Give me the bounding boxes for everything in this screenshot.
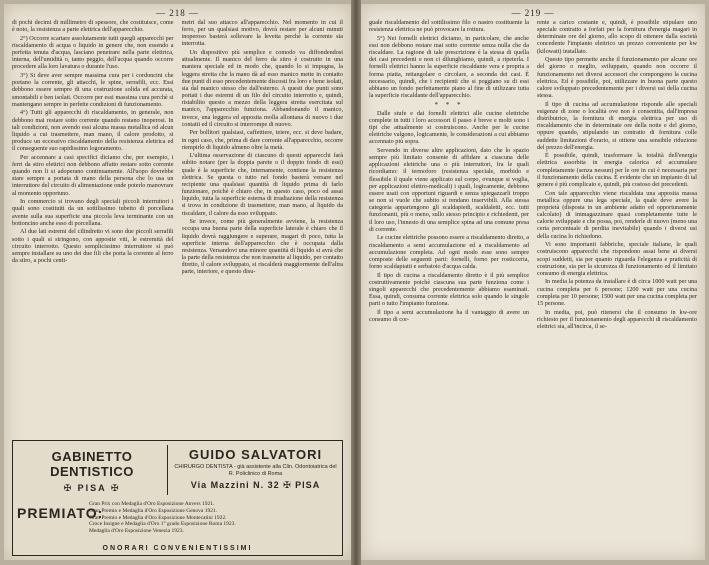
paragraph: Il tipo a semi accumulazione ha il vantaggio di avere un consumo di cor- [369, 308, 529, 324]
paragraph: di pochi decimi di millimetro di spessore, che costituisce, come è noto, la resistenza a parte elettrica dell'apparecchio. [12, 19, 174, 34]
left-page [4, 4, 351, 560]
paragraph: 4°) Tutti gli apparecchi di riscaldamento, in generale, non debbono mai restare sotto corrente quando restano inoperosi. In tali condizioni, non avendo essi alcuna massa metallica od alcun liquido a cui trasmettere, man mano, il calore prodotto, si produce un eccessivo riscaldamento della resistenza elettrica ed il conseguente suo rapidissimo logoramento. [12, 109, 174, 153]
section-separator: * * * [434, 100, 464, 109]
paragraph: guale riscaldamento del sottilissimo filo o nastro costituente la resistenza elettrica ne può provocare la rottura. [369, 19, 529, 34]
paragraph: In media, poi, può ritenersi che il consumo in kw-ore richiesto per il funzionamento degli apparecchi di riscaldamento elettrici sia, all'incirca, il se- [537, 308, 697, 330]
paragraph: rente a carico costante e, quindi, è possibile stipulare uno speciale contratto a forfait per la fornitura d'energia magari in determinate ore del giorno, allo scopo di ottenere dalla società concedente l'impianto elettrico un prezzo conveniente per kw (kilowatt) installato. [537, 19, 697, 55]
paragraph: 5°) Nei fornelli elettrici diciamo, in particolare, che anche essi non debbono restare mai sotto corrente senza nulla che da riscaldare. La ragione di tale prescrizione è la stessa di quella dei casi precedenti e non ci dilunghiamo, quindi, a ripeterla. I fornelli elettrici hanno la superficie riscaldante vera e propria a forma piatta, rettangolare o circolare, a seconda dei casi. È necessario, quindi, che i recipienti che si poggiano su di essi abbiano un fondo perfettamente piano al fine di utilizzare tutta la superficie riscaldante dell'apparecchio. [369, 34, 529, 100]
paragraph: In commercio si trovano degli speciali piccoli interruttori i quali sono costituiti da un sottilissimo tubetto di porcellana avente sulla sua superficie una piccola leva terminante con un bottoncino anche esso di porcellana. [12, 198, 174, 227]
paragraph: Le cucine elettriche possono essere a riscaldamento diretto, a riscaldamento a semi accumulazione ed a riscaldamento ad accumulazione completa. Ad ogni modo esse sono sempre composte delle seguenti parti: fornelli, forno per rosticceria, forno scaldapiatti e serbatoio d'acqua calda. [369, 234, 529, 270]
paragraph: metri dal suo attacco all'apparecchio. Nel momento in cui il ferro, per un qualsiasi motivo, dovrà restare per alcuni minuti inoperoso basterà sollevare la levetta perchè la corrente sia interrotta. [181, 19, 343, 48]
paragraph: Per accennare a casi specifici diciamo che, per esempio, i ferri da stiro elettrici non debbono affatto restare sotto corrente quando non li si adoperano continuamente. All'uopo dovrebbe stare sempre a portata di mano della persona che lo usa un interruttore del circuito di alimentazione onde poterlo manovrare al momento opportuno. [12, 153, 174, 197]
right-column-1 [369, 19, 529, 549]
paragraph: Se invece, come più generalmente avviene, la resistenza occupa una buona parte della superficie laterale è chiaro che il liquido dovrà raggiungere e superare, magari di poco, tutta la superficie interna dell'apparecchio che è occupata dalla resistenza. Versandovi una minore quantità di liquido si avrà che la parte della resistenza che non trasmette al liquido, per contatto diretto, il calore sviluppato, si riscalderà maggiormente dell'altra parte, interiore, e questo disu- [181, 218, 343, 276]
paragraph: 3°) Si deve aver sempre massima cura per i cordoncini che portano la corrente, gli attacchi, le spine, serrafili, ecc. Essi debbono essere sempre di una costruzione solida ed accurata, smontabili e ben isolati. Occorre per essi massima cura perchè si mantengano sempre in perfette condizioni di funzionamento. [12, 72, 174, 108]
page-number-left: — 218 — [156, 8, 199, 18]
paragraph: Questo tipo permette anche il funzionamento per alcune ore del giorno o meglio, sviluppato, quando non occorre il funzionamento nei diversi accessori che compongono la cucina elettrica. Ed è possibile, poi, utilizzare in buona parte questo calore sviluppato precedentemente per i diversi usi della cucina stessa. [537, 56, 697, 100]
right-column-1-bottom [369, 110, 529, 324]
right-columns [369, 19, 697, 549]
paragraph: Un dispositivo più semplice e comodo va diffondendosi attualmente. Il manico del ferro da stiro è costruito in una maniera speciale ed in modo che, quando lo si impugna, la leggera stretta che la mano dà ad esso manico mette in contatto due punti di esso precedentemente discosti fra loro e bene isolati, sia dal manico stesso che dall'esterno. A questi due punti sono portati i due estremi di un filo del circuito interrotto e, quindi, ristabilito questo a mezzo della leggera stretta esercitata sul manico, l'apparecchio funziona. Abbandonando il manico, invece, una leggera ed apposita molla allontana di nuovo i due contatti ed il circuito si interrompe di nuovo. [181, 49, 343, 128]
paragraph: Al due lati estremi del cilindretto vi sono due piccoli serrafili sotto i quali si stringono, con apposite viti, le estremità del circuito interrotto. Questo semplicissimo interruttore si può sempre installare su uno dei due fili che porta la corrente al ferro da stiro, a pochi centi- [12, 228, 174, 264]
ad-city: ✠ PISA ✠ [63, 483, 121, 493]
left-column-1 [12, 19, 174, 437]
paragraph: Per bollitori qualsiasi, caffettiere, teiere, ecc. si deve badare, in ogni caso, che, prima di dare corrente all'apparecchio, occorre riempirlo di liquido almeno oltre la metà. [181, 129, 343, 151]
ad-dentist-subtitle: CHIRURGO DENTISTA - già assistente alla Clin. Odontoiatrica del R. Policlinico di Roma [174, 464, 337, 477]
paragraph: Il tipo di cucina a riscaldamento diretto è il più semplice costruttivamente poichè ciascuna sua parte funziona come i singoli apparecchi che precedentemente abbiamo esaminati. Essa, quindi, consuma corrente elettrica solo quando le singole parti o tutto l'impianto funziona. [369, 271, 529, 308]
paragraph: È possibile, quindi, trasformare la totalità dell'energia elettrica assorbita in energia calorica ed accumulare completamente (senza nessun) per le ore in cui è necessaria per il funzionamento della cucina. È evidente che un impianto di tal genere è più complicato e, quindi, più costoso dei precedenti. [537, 152, 697, 188]
ad-premiato-label: PREMIATO: [17, 505, 104, 521]
ad-footer: ONORARI CONVENIENTISSIMI [102, 545, 253, 552]
award-line: Gran Prix con Medaglia d'Oro Esposizione Anvers 1921. [89, 501, 215, 507]
ad-cabinet-block [17, 445, 168, 495]
paragraph: Con tale apparecchio viene riscaldata una apposita massa metallica oppure una lega speciale, la quale deve avere la proprietà (disposta in un ambiente adatto ed opportunamente calcolato) di immagazzinare quasi completamente tutte le calorie sviluppate e che possa, poi, renderle di nuovo (meno una certa percentuale di perdita inevitabile) quando i diversi usi della cucina lo richiedono. [537, 189, 697, 240]
ad-address: Via Mazzini N. 32 ✠ PISA [190, 480, 321, 490]
left-columns [12, 19, 343, 437]
book-gutter [351, 0, 361, 565]
page-number-right: — 219 — [511, 8, 555, 18]
right-page [361, 4, 705, 560]
paragraph: In media la potenza da installare è di circa 1000 watt per una cucina completa per 6 persone; 1200 watt per una cucina completa per 10 persone; 1500 watt per una cucina completa per 15 persone. [537, 278, 697, 307]
award-line: Gran Premio e Medaglia d'Oro Esposizione Genova 1921. [89, 507, 218, 514]
ad-awards-list [89, 501, 338, 535]
paragraph: Vi sono importanti fabbriche, speciale italiane, le quali costruiscono apparecchi che rispondono assai bene ai diversi scopi suddetti, sia per quanto riguarda l'eleganza e praticità di costruzione, sia per la sicurezza di funzionamento ed il limitato consumo di energia elettrica. [537, 241, 697, 277]
award-line: Gran Premio e Medaglia d'Oro Esposizione Montecatini 1922. [89, 514, 227, 521]
left-column-2 [182, 19, 344, 437]
paragraph: 2°) Occorre scartare assolutamente tutti quegli apparecchi per riscaldamento di acqua o liquido in genere che, non essendo a perfetta tenuta d'acqua, lasciano penetrare nella parte elettrica, interna, dell'umidità o, tanto peggio, dell'acqua quando occorre procedere alla loro lavatura o durante l'uso. [12, 34, 174, 71]
ad-cabinet-title: GABINETTO DENTISTICO [50, 449, 134, 479]
paragraph: L'ultima osservazione di ciascuno di questi apparecchi farà subito notare (per la doppia parete o il doppio fondo di essi) quale è la superficie che, internamente, contiene la resistenza elettrica. Se questa o tutto nel fondo basterà versare nel recipiente una qualsiasi quantità di liquido prima di farlo funzionare, poichè è chiaro che, in questo caso, poco od assai liquido, tutta la superficie esterna di irradiazione della resistenza si trova in condizione di trasmettere, man mano, al liquido da riscaldare, il calore da esso sviluppato. [181, 152, 343, 217]
ad-dentist-name: GUIDO SALVATORI [188, 447, 323, 462]
award-line: Croce Insigne e Medaglia d'Oro 1° grado Esposizione Roma 1923. [89, 521, 236, 528]
paragraph: Servendo in diverse altre applicazioni, dato che lo spazio sempre più limitato consente di affidare a ciascuna delle applicazioni elettriche una o più interruttori, fra le quali ricordiamo: il termoforo (resistenza speciale, morbido e flessibile il quale viene applicato sul corpo, ovunque si voglia, per applicazioni elettro-medicali) i quali, logicamente, debbono essere usati con opportuni riguardi e senza spiegazzarli troppo se non si vuole che subito si rendano inservibili. Alla stessa categoria appartengono gli scaldapiedi, scaldaletti, ecc. tutti funzionanti, più o meno, sullo stesso principio e richiedenti, per il loro uso, l'innesto di una semplice spina ad una comune presa di corrente. [369, 147, 529, 233]
right-column-2 [537, 19, 697, 549]
dentist-advertisement [12, 440, 343, 556]
right-column-1-top [369, 19, 529, 99]
ad-dentist-block [173, 445, 338, 495]
paragraph: Il tipo di cucina ad accumulazione risponde alle speciali esigenze di zone o località ove non è consentita, dall'impresa distributrice, la fornitura di energia elettrica per uso di riscaldamento che in determinate ore della notte e del giorno, oppure quando, stipulando un contratto di fornitura colle suddette limitazioni d'orario, si ottiene una sensibile riduzione del prezzo dell'energia. [537, 100, 697, 151]
award-line: Medaglia d'Oro Esposizione Venezia 1923. [89, 528, 184, 535]
paragraph: Dalle stufe e dai fornelli elettrici alle cucine elettriche complete in tutti i loro accessori il passo è breve e molti sono i tipi che attualmente si costruiscono. Anche per le cucine elettriche valgono, logicamente, le considerazioni a cui abbiamo accennato più sopra. [369, 109, 529, 146]
